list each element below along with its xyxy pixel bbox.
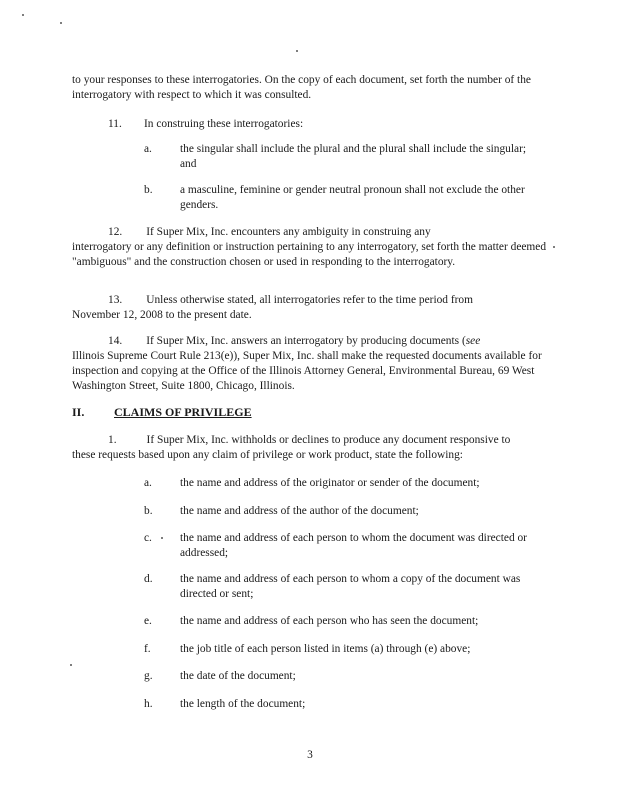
paragraph-12: [72, 225, 548, 270]
list-item-label: g.: [144, 670, 153, 682]
citation-signal: see: [465, 335, 481, 347]
list-item-text: the name and address of each person to whom the document was directed or addressed;: [180, 532, 527, 559]
list-item-label: b.: [144, 184, 153, 196]
list-item-label: d.: [144, 573, 153, 585]
paragraph-1: [72, 433, 548, 463]
list-item-label: c.: [144, 532, 152, 544]
scan-speck: [70, 664, 72, 666]
paragraph-number: 11.: [108, 118, 122, 130]
paragraph-first-line: If Super Mix, Inc. answers an interrogatory by producing documents (: [146, 335, 466, 347]
list-item-label: a.: [144, 143, 152, 155]
scan-speck: [22, 14, 24, 16]
scan-speck: [60, 22, 62, 24]
list-item-text: a masculine, feminine or gender neutral pronoun shall not exclude the other genders.: [180, 184, 525, 211]
list-item-label: b.: [144, 505, 153, 517]
section-number: II.: [72, 405, 85, 419]
paragraph-number: 12.: [108, 226, 123, 238]
list-item-label: h.: [144, 698, 153, 710]
paragraph-body: interrogatory or any definition or instruction pertaining to any interrogatory, set forth the matter deemed "ambiguous" and the construction chosen or used in responding to the interrogatory.: [72, 241, 547, 268]
list-item-text: the name and address of the author of the document;: [180, 505, 419, 517]
paragraph-13: [72, 293, 548, 323]
paragraph-number: 1.: [108, 434, 117, 446]
paragraph-text: In construing these interrogatories:: [144, 118, 304, 130]
scan-speck: [161, 537, 163, 539]
scan-speck: [553, 246, 555, 248]
list-item-text: the length of the document;: [180, 698, 306, 710]
list-item-text: the date of the document;: [180, 670, 296, 682]
paragraph-first-line: If Super Mix, Inc. encounters any ambiguity in construing any: [146, 226, 431, 238]
list-item-label: a.: [144, 477, 152, 489]
list-item-label: e.: [144, 615, 152, 627]
list-item-text: the name and address of each person who has seen the document;: [180, 615, 479, 627]
scan-speck: [296, 50, 298, 52]
paragraph-14: [72, 334, 548, 394]
list-item-text: the job title of each person listed in items (a) through (e) above;: [180, 643, 471, 655]
intro-paragraph: to your responses to these interrogatories. On the copy of each document, set forth the number of the interrogatory with respect to which it was consulted.: [72, 74, 531, 101]
paragraph-number: 14.: [108, 335, 123, 347]
paragraph-body: these requests based upon any claim of privilege or work product, state the following:: [72, 449, 463, 461]
paragraph-number: 13.: [108, 294, 123, 306]
list-item-text: the singular shall include the plural and the plural shall include the singular; and: [180, 143, 527, 170]
list-item-label: f.: [144, 643, 151, 655]
section-title: CLAIMS OF PRIVILEGE: [114, 405, 252, 419]
paragraph-first-line: If Super Mix, Inc. withholds or declines to produce any document responsive to: [146, 434, 511, 446]
paragraph-body: Illinois Supreme Court Rule 213(e)), Super Mix, Inc. shall make the requested documents available for inspection and copying at the Office of the Illinois Attorney General, Environmental Bureau, 69 West Washington Street, Suite 1800, Chicago, Illinois.: [72, 350, 542, 392]
paragraph-body: November 12, 2008 to the present date.: [72, 309, 252, 321]
page-number: 3: [307, 749, 313, 761]
paragraph-first-line: Unless otherwise stated, all interrogatories refer to the time period from: [146, 294, 473, 306]
list-item-text: the name and address of each person to whom a copy of the document was directed or sent;: [180, 573, 521, 600]
list-item-text: the name and address of the originator or sender of the document;: [180, 477, 480, 489]
